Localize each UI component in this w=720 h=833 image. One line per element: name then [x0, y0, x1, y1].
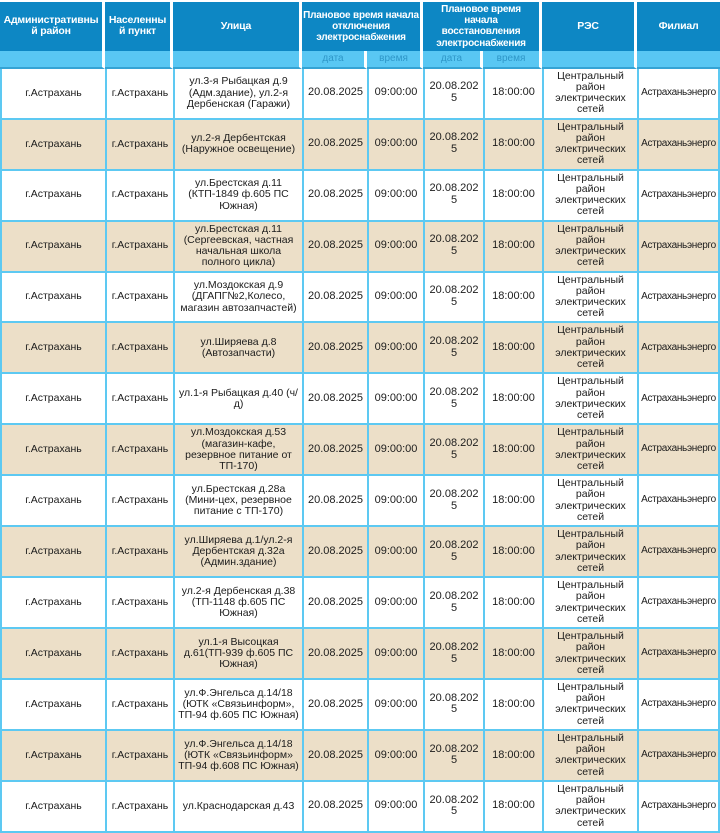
- cell-settlement: г.Астрахань: [105, 629, 173, 680]
- cell-settlement: г.Астрахань: [105, 527, 173, 578]
- subheader-restore-time: время: [483, 51, 542, 69]
- table-row: [0, 731, 720, 782]
- col-header-street: Улица: [173, 2, 302, 51]
- cell-restore-time: 18:00:00: [483, 476, 542, 527]
- subheader-outage-date: дата: [302, 51, 367, 69]
- cell-settlement: г.Астрахань: [105, 69, 173, 120]
- cell-res: Центральный район электрических сетей: [542, 629, 637, 680]
- cell-district: г.Астрахань: [0, 120, 105, 171]
- cell-outage-date: 20.08.2025: [302, 171, 367, 222]
- cell-district: г.Астрахань: [0, 731, 105, 782]
- cell-outage-time: 09:00:00: [367, 374, 423, 425]
- cell-branch: Астраханьэнерго: [637, 69, 720, 120]
- cell-outage-date: 20.08.2025: [302, 323, 367, 374]
- cell-branch: Астраханьэнерго: [637, 578, 720, 629]
- cell-res: Центральный район электрических сетей: [542, 69, 637, 120]
- header-row: [0, 2, 720, 51]
- cell-settlement: г.Астрахань: [105, 120, 173, 171]
- cell-restore-time: 18:00:00: [483, 782, 542, 833]
- cell-restore-date: 20.08.2025: [423, 629, 483, 680]
- cell-street: ул.Брестская д.11 (КТП-1849 ф.605 ПС Южная): [173, 171, 302, 222]
- cell-district: г.Астрахань: [0, 69, 105, 120]
- cell-restore-date: 20.08.2025: [423, 578, 483, 629]
- cell-restore-time: 18:00:00: [483, 222, 542, 273]
- cell-outage-date: 20.08.2025: [302, 476, 367, 527]
- cell-branch: Астраханьэнерго: [637, 323, 720, 374]
- cell-outage-time: 09:00:00: [367, 425, 423, 476]
- cell-restore-time: 18:00:00: [483, 425, 542, 476]
- col-header-res: РЭС: [542, 2, 637, 51]
- cell-res: Центральный район электрических сетей: [542, 425, 637, 476]
- table-row: [0, 171, 720, 222]
- outage-schedule-table: [0, 2, 720, 833]
- col-header-settlement: Населенный пункт: [105, 2, 173, 51]
- cell-district: г.Астрахань: [0, 425, 105, 476]
- cell-restore-date: 20.08.2025: [423, 374, 483, 425]
- cell-branch: Астраханьэнерго: [637, 680, 720, 731]
- table-row: [0, 222, 720, 273]
- cell-res: Центральный район электрических сетей: [542, 171, 637, 222]
- table-header: [0, 2, 720, 69]
- subheader-blank-branch: [637, 51, 720, 69]
- cell-res: Центральный район электрических сетей: [542, 222, 637, 273]
- cell-branch: Астраханьэнерго: [637, 171, 720, 222]
- cell-restore-date: 20.08.2025: [423, 273, 483, 324]
- cell-res: Центральный район электрических сетей: [542, 782, 637, 833]
- cell-branch: Астраханьэнерго: [637, 476, 720, 527]
- cell-branch: Астраханьэнерго: [637, 120, 720, 171]
- cell-restore-time: 18:00:00: [483, 171, 542, 222]
- cell-outage-date: 20.08.2025: [302, 578, 367, 629]
- table-row: [0, 425, 720, 476]
- col-header-branch: Филиал: [637, 2, 720, 51]
- cell-outage-time: 09:00:00: [367, 731, 423, 782]
- cell-res: Центральный район электрических сетей: [542, 731, 637, 782]
- cell-restore-time: 18:00:00: [483, 527, 542, 578]
- cell-street: ул.Ф.Энгельса д.14/18 (ЮТК «Связьинформ» ТП-94 ф.608 ПС Южная): [173, 731, 302, 782]
- cell-settlement: г.Астрахань: [105, 731, 173, 782]
- cell-outage-date: 20.08.2025: [302, 782, 367, 833]
- cell-street: ул.Моздокская д.9 (ДГАПГ№2,Колесо, магазин автозапчастей): [173, 273, 302, 324]
- cell-settlement: г.Астрахань: [105, 476, 173, 527]
- cell-restore-time: 18:00:00: [483, 323, 542, 374]
- cell-res: Центральный район электрических сетей: [542, 476, 637, 527]
- cell-restore-time: 18:00:00: [483, 273, 542, 324]
- cell-street: ул.Моздокская д.53 (магазин-кафе, резервное питание от ТП-170): [173, 425, 302, 476]
- cell-outage-time: 09:00:00: [367, 171, 423, 222]
- table-row: [0, 273, 720, 324]
- cell-district: г.Астрахань: [0, 323, 105, 374]
- subheader-blank-res: [542, 51, 637, 69]
- cell-settlement: г.Астрахань: [105, 374, 173, 425]
- table-row: [0, 374, 720, 425]
- cell-district: г.Астрахань: [0, 527, 105, 578]
- cell-branch: Астраханьэнерго: [637, 374, 720, 425]
- cell-restore-date: 20.08.2025: [423, 476, 483, 527]
- cell-outage-time: 09:00:00: [367, 69, 423, 120]
- col-header-district: Административный район: [0, 2, 105, 51]
- cell-restore-date: 20.08.2025: [423, 222, 483, 273]
- cell-branch: Астраханьэнерго: [637, 273, 720, 324]
- cell-settlement: г.Астрахань: [105, 680, 173, 731]
- cell-outage-time: 09:00:00: [367, 782, 423, 833]
- cell-restore-date: 20.08.2025: [423, 782, 483, 833]
- cell-street: ул.Краснодарская д.43: [173, 782, 302, 833]
- cell-settlement: г.Астрахань: [105, 782, 173, 833]
- cell-res: Центральный район электрических сетей: [542, 374, 637, 425]
- cell-branch: Астраханьэнерго: [637, 425, 720, 476]
- cell-res: Центральный район электрических сетей: [542, 273, 637, 324]
- col-header-outage-start: Плановое время начала отключения электроснабжения: [302, 2, 423, 51]
- cell-outage-date: 20.08.2025: [302, 273, 367, 324]
- subheader-blank-settlement: [105, 51, 173, 69]
- cell-res: Центральный район электрических сетей: [542, 323, 637, 374]
- cell-outage-date: 20.08.2025: [302, 680, 367, 731]
- cell-outage-date: 20.08.2025: [302, 69, 367, 120]
- cell-outage-date: 20.08.2025: [302, 374, 367, 425]
- cell-outage-time: 09:00:00: [367, 120, 423, 171]
- cell-settlement: г.Астрахань: [105, 273, 173, 324]
- cell-restore-date: 20.08.2025: [423, 527, 483, 578]
- cell-res: Центральный район электрических сетей: [542, 120, 637, 171]
- cell-outage-date: 20.08.2025: [302, 629, 367, 680]
- cell-settlement: г.Астрахань: [105, 171, 173, 222]
- cell-restore-date: 20.08.2025: [423, 69, 483, 120]
- cell-restore-date: 20.08.2025: [423, 171, 483, 222]
- table-row: [0, 527, 720, 578]
- cell-outage-date: 20.08.2025: [302, 527, 367, 578]
- table-row: [0, 782, 720, 833]
- cell-district: г.Астрахань: [0, 578, 105, 629]
- cell-street: ул.1-я Рыбацкая д.40 (ч/д): [173, 374, 302, 425]
- cell-settlement: г.Астрахань: [105, 222, 173, 273]
- cell-outage-time: 09:00:00: [367, 680, 423, 731]
- cell-restore-date: 20.08.2025: [423, 120, 483, 171]
- cell-outage-time: 09:00:00: [367, 222, 423, 273]
- cell-street: ул.Брестская д.11 (Сергеевская, частная начальная школа полного цикла): [173, 222, 302, 273]
- cell-street: ул.1-я Высоцкая д.61(ТП-939 ф.605 ПС Южная): [173, 629, 302, 680]
- table-row: [0, 120, 720, 171]
- table-row: [0, 69, 720, 120]
- subheader-restore-date: дата: [423, 51, 483, 69]
- cell-branch: Астраханьэнерго: [637, 527, 720, 578]
- table-row: [0, 578, 720, 629]
- subheader-outage-time: время: [367, 51, 423, 69]
- cell-outage-date: 20.08.2025: [302, 222, 367, 273]
- cell-district: г.Астрахань: [0, 222, 105, 273]
- cell-district: г.Астрахань: [0, 374, 105, 425]
- cell-res: Центральный район электрических сетей: [542, 680, 637, 731]
- cell-restore-time: 18:00:00: [483, 69, 542, 120]
- cell-district: г.Астрахань: [0, 476, 105, 527]
- cell-street: ул.Ф.Энгельса д.14/18 (ЮТК «Связьинформ», ТП-94 ф.605 ПС Южная): [173, 680, 302, 731]
- cell-district: г.Астрахань: [0, 171, 105, 222]
- subheader-blank-district: [0, 51, 105, 69]
- table-row: [0, 629, 720, 680]
- cell-restore-time: 18:00:00: [483, 629, 542, 680]
- cell-branch: Астраханьэнерго: [637, 731, 720, 782]
- cell-outage-time: 09:00:00: [367, 476, 423, 527]
- cell-restore-date: 20.08.2025: [423, 425, 483, 476]
- cell-outage-date: 20.08.2025: [302, 425, 367, 476]
- cell-outage-date: 20.08.2025: [302, 120, 367, 171]
- cell-street: ул.Ширяева д.1/ул.2-я Дербентская д.32а (Админ.здание): [173, 527, 302, 578]
- outage-table-body: [0, 69, 720, 833]
- cell-outage-time: 09:00:00: [367, 273, 423, 324]
- cell-restore-date: 20.08.2025: [423, 680, 483, 731]
- cell-branch: Астраханьэнерго: [637, 629, 720, 680]
- cell-settlement: г.Астрахань: [105, 425, 173, 476]
- cell-res: Центральный район электрических сетей: [542, 527, 637, 578]
- cell-street: ул.Ширяева д.8 (Автозапчасти): [173, 323, 302, 374]
- col-header-restore-start: Плановое время начала восстановления электроснабжения: [423, 2, 542, 51]
- cell-restore-date: 20.08.2025: [423, 731, 483, 782]
- cell-restore-time: 18:00:00: [483, 374, 542, 425]
- subheader-row: [0, 51, 720, 69]
- cell-settlement: г.Астрахань: [105, 323, 173, 374]
- cell-res: Центральный район электрических сетей: [542, 578, 637, 629]
- table-row: [0, 323, 720, 374]
- cell-street: ул.2-я Дербентская (Наружное освещение): [173, 120, 302, 171]
- cell-restore-time: 18:00:00: [483, 578, 542, 629]
- cell-outage-time: 09:00:00: [367, 578, 423, 629]
- cell-outage-time: 09:00:00: [367, 527, 423, 578]
- cell-settlement: г.Астрахань: [105, 578, 173, 629]
- cell-restore-time: 18:00:00: [483, 680, 542, 731]
- cell-street: ул.3-я Рыбацкая д.9 (Адм.здание), ул.2-я Дербенская (Гаражи): [173, 69, 302, 120]
- cell-branch: Астраханьэнерго: [637, 782, 720, 833]
- cell-restore-date: 20.08.2025: [423, 323, 483, 374]
- cell-outage-time: 09:00:00: [367, 323, 423, 374]
- cell-restore-time: 18:00:00: [483, 120, 542, 171]
- cell-restore-time: 18:00:00: [483, 731, 542, 782]
- table-row: [0, 680, 720, 731]
- cell-district: г.Астрахань: [0, 273, 105, 324]
- cell-outage-time: 09:00:00: [367, 629, 423, 680]
- cell-district: г.Астрахань: [0, 782, 105, 833]
- table-row: [0, 476, 720, 527]
- cell-district: г.Астрахань: [0, 680, 105, 731]
- cell-district: г.Астрахань: [0, 629, 105, 680]
- cell-outage-date: 20.08.2025: [302, 731, 367, 782]
- cell-street: ул.Брестская д.28а (Мини-цех, резервное питание с ТП-170): [173, 476, 302, 527]
- subheader-blank-street: [173, 51, 302, 69]
- cell-street: ул.2-я Дербенская д.38 (ТП-1148 ф.605 ПС Южная): [173, 578, 302, 629]
- cell-branch: Астраханьэнерго: [637, 222, 720, 273]
